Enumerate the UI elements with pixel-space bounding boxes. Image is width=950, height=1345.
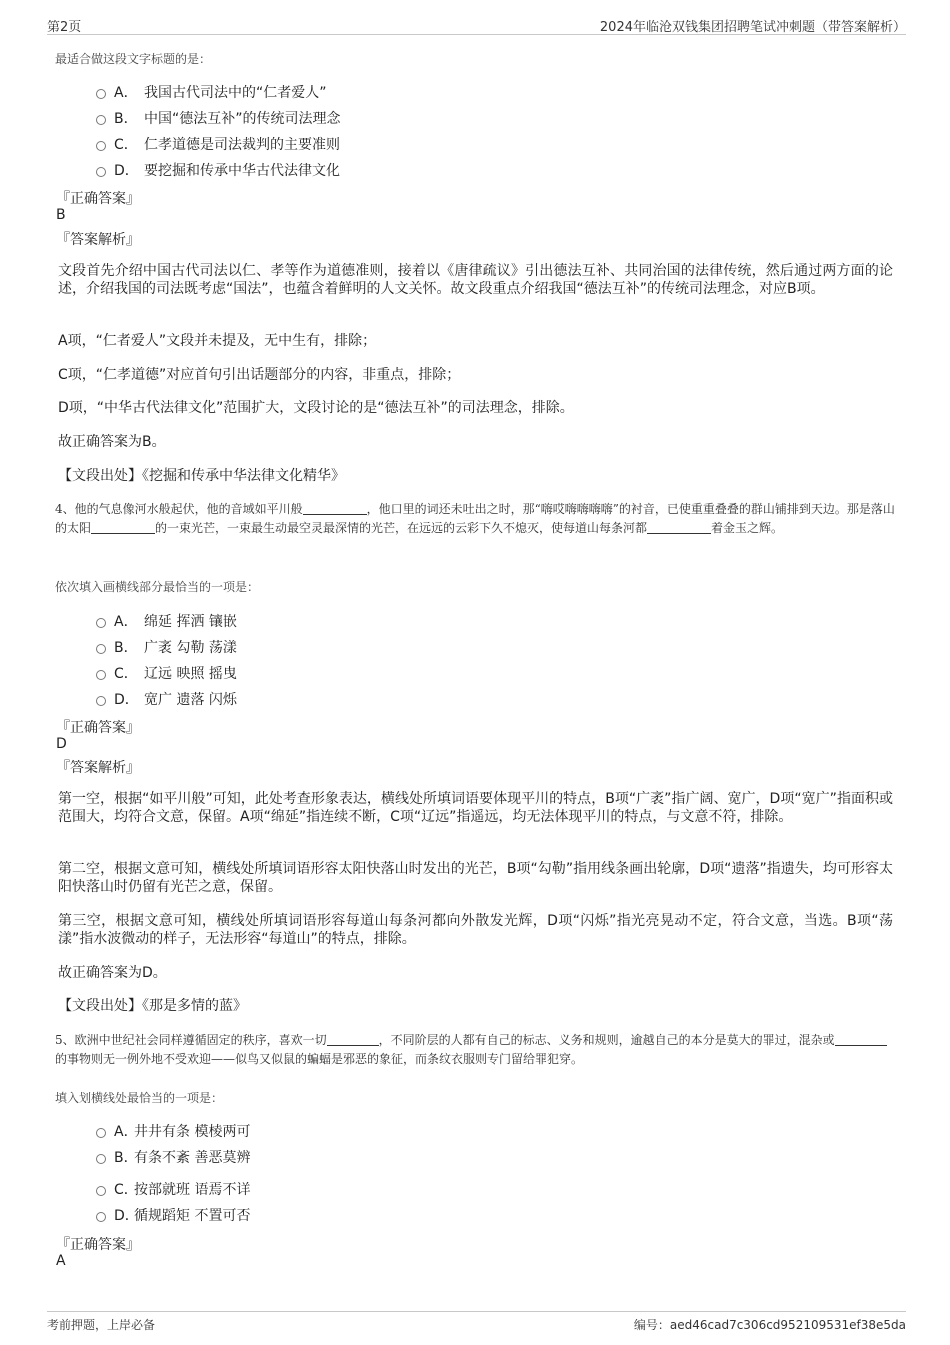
q4-option-a[interactable]: A． 绵延 挥洒 镶嵌 bbox=[96, 611, 237, 631]
q4-option-c[interactable]: C． 辽远 映照 摇曳 bbox=[96, 663, 237, 683]
q4-analysis-paragraph: 第三空，根据文意可知，横线处所填词语形容每道山每条河都向外散发光辉，D项“闪烁”指光亮晃动不定，符合文意，当选。B项“荡漾”指水波微动的样子，无法形容“每道山”的特点，排除。 bbox=[58, 913, 893, 947]
q5-question-text: 5、欧洲中世纪社会同样遵循固定的秩序，喜欢一切 ，不同阶层的人都有自己的标志、义务和规则，逾越自己的本分是莫大的罪过，混杂或的事物则无一例外地不受欢迎——似鸟又似鼠的蝙蝠是邪恶的象征，而条纹衣服则专门留给罪犯穿。 bbox=[55, 1031, 895, 1069]
q5-option-c[interactable]: C．按部就班 语焉不详 bbox=[96, 1179, 250, 1199]
radio-icon[interactable] bbox=[96, 670, 106, 680]
q3-analysis-paragraph: C项，“仁孝道德”对应首句引出话题部分的内容，非重点，排除； bbox=[58, 367, 461, 383]
correct-answer-label: 『正确答案』 bbox=[56, 191, 140, 207]
q5-option-d[interactable]: D．循规蹈矩 不置可否 bbox=[96, 1205, 250, 1225]
radio-icon[interactable] bbox=[96, 167, 106, 177]
q4-analysis-paragraph: 第一空，根据“如平川般”可知，此处考查形象表达，横线处所填词语要体现平川的特点，B项“广袤”指广阔、宽广，D项“宽广”指面积或范围大，均符合文意，保留。A项“绵延”指连续不断，C项“辽远”指遥远，均无法体现平川的特点，与文意不符，排除。 bbox=[58, 791, 893, 825]
analysis-label: 『答案解析』 bbox=[56, 232, 140, 248]
fill-blank bbox=[91, 521, 155, 534]
q4-question-text: 4、他的气息像河水般起伏，他的音域如平川般 ，他口里的词还未吐出之时，那“嗨哎嗨嗨嗨嗨”的衬音，已使重重叠叠的群山铺排到天边。那是落山的太阳 的一束光芒，一束最生动最空灵最深情的光芒，在远远的云彩下久不熄灭，使每道山每条河都 着金玉之辉。 bbox=[55, 502, 895, 535]
q3-analysis-paragraph: 故正确答案为B。 bbox=[58, 434, 166, 450]
radio-icon[interactable] bbox=[96, 1186, 106, 1196]
q4-source: 【文段出处】《那是多情的蓝》 bbox=[58, 998, 247, 1014]
q4-analysis-paragraph: 故正确答案为D。 bbox=[58, 965, 167, 981]
radio-icon[interactable] bbox=[96, 141, 106, 151]
radio-icon[interactable] bbox=[96, 696, 106, 706]
q5-option-b[interactable]: B．有条不紊 善恶莫辨 bbox=[96, 1147, 250, 1167]
document-id: 编号：aed46cad7c306cd952109531ef38e5da bbox=[633, 1318, 906, 1332]
q3-source: 【文段出处】《挖掘和传承中华法律文化精华》 bbox=[58, 468, 345, 484]
fill-blank bbox=[647, 521, 711, 534]
radio-icon[interactable] bbox=[96, 618, 106, 628]
page-number: 第2页 bbox=[47, 20, 82, 35]
radio-icon[interactable] bbox=[96, 89, 106, 99]
correct-answer-label: 『正确答案』 bbox=[56, 720, 140, 736]
footer-slogan: 考前押题，上岸必备 bbox=[47, 1318, 156, 1332]
q3-analysis-paragraph: D项，“中华古代法律文化”范围扩大，文段讨论的是“德法互补”的司法理念，排除。 bbox=[58, 400, 574, 416]
correct-answer-label: 『正确答案』 bbox=[56, 1237, 140, 1253]
q3-option-b[interactable]: B． 中国“德法互补”的传统司法理念 bbox=[96, 108, 341, 128]
fill-blank bbox=[303, 502, 367, 515]
radio-icon[interactable] bbox=[96, 115, 106, 125]
q4-option-d[interactable]: D． 宽广 遗落 闪烁 bbox=[96, 689, 237, 709]
document-title: 2024年临沧双钱集团招聘笔试冲刺题（带答案解析） bbox=[599, 20, 906, 35]
q3-analysis-paragraph: A项，“仁者爱人”文段并未提及，无中生有，排除； bbox=[58, 333, 377, 349]
q3-analysis-paragraph: 文段首先介绍中国古代司法以仁、孝等作为道德准则，接着以《唐律疏议》引出德法互补、共同治国的法律传统，然后通过两方面的论述，介绍我国的司法既考虑“国法”，也蕴含着鲜明的人文关怀。故文段重点介绍我国“德法互补”的传统司法理念，对应B项。 bbox=[58, 263, 893, 297]
q3-option-a[interactable]: A． 我国古代司法中的“仁者爱人” bbox=[96, 82, 327, 102]
q5-prompt: 填入划横线处最恰当的一项是： bbox=[55, 1091, 224, 1105]
radio-icon[interactable] bbox=[96, 1154, 106, 1164]
q5-option-a[interactable]: A．井井有条 模棱两可 bbox=[96, 1121, 250, 1141]
radio-icon[interactable] bbox=[96, 1212, 106, 1222]
fill-blank bbox=[835, 1033, 887, 1046]
q4-analysis-paragraph: 第二空，根据文意可知，横线处所填词语形容太阳快落山时发出的光芒，B项“勾勒”指用线条画出轮廓，D项“遗落”指遗失，均可形容太阳快落山时仍留有光芒之意，保留。 bbox=[58, 861, 893, 895]
q3-option-c[interactable]: C． 仁孝道德是司法裁判的主要准则 bbox=[96, 134, 340, 154]
q4-prompt: 依次填入画横线部分最恰当的一项是： bbox=[55, 580, 260, 594]
analysis-label: 『答案解析』 bbox=[56, 760, 140, 776]
page-header bbox=[47, 14, 906, 35]
q4-option-b[interactable]: B． 广袤 勾勒 荡漾 bbox=[96, 637, 237, 657]
q4-answer: D bbox=[56, 736, 67, 752]
page-footer bbox=[47, 1311, 906, 1336]
radio-icon[interactable] bbox=[96, 644, 106, 654]
radio-icon[interactable] bbox=[96, 1128, 106, 1138]
fill-blank bbox=[327, 1033, 379, 1046]
q3-prompt: 最适合做这段文字标题的是： bbox=[55, 52, 212, 66]
q3-option-d[interactable]: D． 要挖掘和传承中华古代法律文化 bbox=[96, 160, 340, 180]
q5-answer: A bbox=[56, 1253, 66, 1269]
q3-answer: B bbox=[56, 207, 66, 223]
